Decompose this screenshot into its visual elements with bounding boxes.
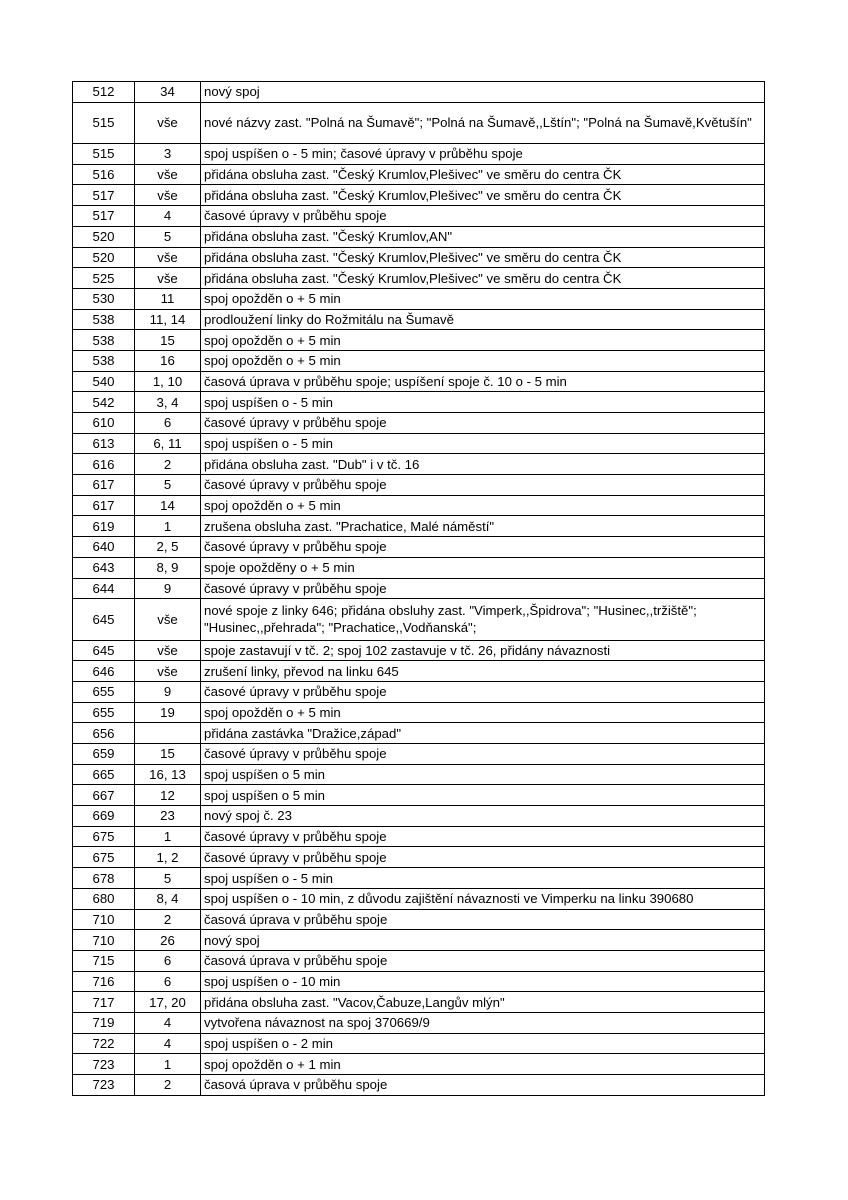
line-number-cell: 617: [73, 495, 135, 516]
change-note-cell: časové úpravy v průběhu spoje: [201, 413, 765, 434]
change-note-cell: časové úpravy v průběhu spoje: [201, 744, 765, 765]
table-row: [73, 371, 765, 392]
line-number-cell: 520: [73, 247, 135, 268]
connection-cell: vše: [135, 247, 201, 268]
table-row: [73, 785, 765, 806]
change-note-cell: zrušení linky, převod na linku 645: [201, 661, 765, 682]
change-note-cell: spoj uspíšen o - 2 min: [201, 1033, 765, 1054]
connection-cell: 6: [135, 971, 201, 992]
change-note-cell: časové úpravy v průběhu spoje: [201, 847, 765, 868]
line-number-cell: 617: [73, 475, 135, 496]
line-number-cell: 723: [73, 1075, 135, 1096]
line-number-cell: 667: [73, 785, 135, 806]
line-number-cell: 538: [73, 330, 135, 351]
line-number-cell: 613: [73, 433, 135, 454]
line-number-cell: 645: [73, 640, 135, 661]
table-row: [73, 702, 765, 723]
change-note-cell: prodloužení linky do Rožmitálu na Šumavě: [201, 309, 765, 330]
connection-cell: vše: [135, 599, 201, 640]
table-row: [73, 475, 765, 496]
change-note-cell: časové úpravy v průběhu spoje: [201, 826, 765, 847]
table-row: [73, 661, 765, 682]
line-number-cell: 515: [73, 144, 135, 165]
connection-cell: 3, 4: [135, 392, 201, 413]
table-row: [73, 144, 765, 165]
connection-cell: 5: [135, 226, 201, 247]
line-number-cell: 715: [73, 950, 135, 971]
connection-cell: 4: [135, 1012, 201, 1033]
connection-cell: 11: [135, 288, 201, 309]
connection-cell: vše: [135, 185, 201, 206]
connection-cell: 2, 5: [135, 537, 201, 558]
table-row: [73, 516, 765, 537]
connection-cell: 15: [135, 744, 201, 765]
line-number-cell: 723: [73, 1054, 135, 1075]
line-number-cell: 516: [73, 164, 135, 185]
change-note-cell: přidána obsluha zast. "Český Krumlov,Plešivec" ve směru do centra ČK: [201, 268, 765, 289]
table-row: [73, 723, 765, 744]
line-number-cell: 675: [73, 826, 135, 847]
table-row: [73, 102, 765, 143]
connection-cell: [135, 723, 201, 744]
change-note-cell: nový spoj: [201, 82, 765, 103]
line-number-cell: 643: [73, 557, 135, 578]
change-note-cell: přidána obsluha zast. "Český Krumlov,Plešivec" ve směru do centra ČK: [201, 185, 765, 206]
line-number-cell: 659: [73, 744, 135, 765]
connection-cell: 5: [135, 868, 201, 889]
change-note-cell: zrušena obsluha zast. "Prachatice, Malé náměstí": [201, 516, 765, 537]
change-note-cell: spoj uspíšen o - 5 min: [201, 868, 765, 889]
line-number-cell: 538: [73, 309, 135, 330]
connection-cell: 9: [135, 681, 201, 702]
change-note-cell: spoj uspíšen o - 5 min; časové úpravy v průběhu spoje: [201, 144, 765, 165]
change-note-cell: nové názvy zast. "Polná na Šumavě"; "Polná na Šumavě,,Lštín"; "Polná na Šumavě,Květušín": [201, 102, 765, 143]
table-row: [73, 454, 765, 475]
change-note-cell: spoj opožděn o + 1 min: [201, 1054, 765, 1075]
connection-cell: 4: [135, 206, 201, 227]
change-note-cell: přidána obsluha zast. "Český Krumlov,Plešivec" ve směru do centra ČK: [201, 164, 765, 185]
line-number-cell: 616: [73, 454, 135, 475]
line-number-cell: 665: [73, 764, 135, 785]
connection-cell: 2: [135, 909, 201, 930]
change-note-cell: časová úprava v průběhu spoje; uspíšení spoje č. 10 o - 5 min: [201, 371, 765, 392]
change-note-cell: vytvořena návaznost na spoj 370669/9: [201, 1012, 765, 1033]
line-number-cell: 520: [73, 226, 135, 247]
table-row: [73, 247, 765, 268]
table-row: [73, 578, 765, 599]
line-number-cell: 542: [73, 392, 135, 413]
change-note-cell: spoj uspíšen o 5 min: [201, 764, 765, 785]
connection-cell: 34: [135, 82, 201, 103]
line-number-cell: 517: [73, 206, 135, 227]
table-row: [73, 82, 765, 103]
table-row: [73, 847, 765, 868]
change-note-cell: časové úpravy v průběhu spoje: [201, 681, 765, 702]
connection-cell: 8, 4: [135, 888, 201, 909]
connection-cell: 23: [135, 806, 201, 827]
change-note-cell: nové spoje z linky 646; přidána obsluhy zast. "Vimperk,,Špidrova"; "Husinec,,tržiště"; "Husinec,,přehrada"; "Prachatice,,Vodňanská";: [201, 599, 765, 640]
change-note-cell: spoj uspíšen o 5 min: [201, 785, 765, 806]
connection-cell: 3: [135, 144, 201, 165]
change-note-cell: přidána obsluha zast. "Český Krumlov,AN": [201, 226, 765, 247]
line-number-cell: 530: [73, 288, 135, 309]
line-number-cell: 644: [73, 578, 135, 599]
connection-cell: 1: [135, 516, 201, 537]
table-row: [73, 744, 765, 765]
table-row: [73, 268, 765, 289]
table-row: [73, 206, 765, 227]
change-note-cell: přidána obsluha zast. "Český Krumlov,Plešivec" ve směru do centra ČK: [201, 247, 765, 268]
changes-table-body: [73, 82, 765, 1096]
table-row: [73, 1033, 765, 1054]
connection-cell: 9: [135, 578, 201, 599]
table-row: [73, 950, 765, 971]
connection-cell: 5: [135, 475, 201, 496]
line-number-cell: 512: [73, 82, 135, 103]
line-number-cell: 710: [73, 909, 135, 930]
table-row: [73, 288, 765, 309]
line-number-cell: 517: [73, 185, 135, 206]
table-row: [73, 992, 765, 1013]
line-number-cell: 538: [73, 350, 135, 371]
change-note-cell: spoje zastavují v tč. 2; spoj 102 zastavuje v tč. 26, přidány návaznosti: [201, 640, 765, 661]
change-note-cell: nový spoj: [201, 930, 765, 951]
change-note-cell: časová úprava v průběhu spoje: [201, 1075, 765, 1096]
line-number-cell: 717: [73, 992, 135, 1013]
table-row: [73, 557, 765, 578]
connection-cell: vše: [135, 164, 201, 185]
connection-cell: 2: [135, 1075, 201, 1096]
change-note-cell: spoj uspíšen o - 5 min: [201, 392, 765, 413]
table-row: [73, 764, 765, 785]
change-note-cell: spoj uspíšen o - 10 min, z důvodu zajištění návaznosti ve Vimperku na linku 390680: [201, 888, 765, 909]
line-number-cell: 619: [73, 516, 135, 537]
connection-cell: 4: [135, 1033, 201, 1054]
change-note-cell: spoj opožděn o + 5 min: [201, 702, 765, 723]
table-row: [73, 888, 765, 909]
table-row: [73, 806, 765, 827]
line-number-cell: 675: [73, 847, 135, 868]
table-row: [73, 164, 765, 185]
table-row: [73, 495, 765, 516]
table-row: [73, 826, 765, 847]
table-row: [73, 392, 765, 413]
connection-cell: vše: [135, 102, 201, 143]
table-row: [73, 971, 765, 992]
table-row: [73, 681, 765, 702]
change-note-cell: spoj opožděn o + 5 min: [201, 330, 765, 351]
table-row: [73, 185, 765, 206]
line-number-cell: 656: [73, 723, 135, 744]
change-note-cell: přidána zastávka "Dražice,západ": [201, 723, 765, 744]
change-note-cell: spoj uspíšen o - 5 min: [201, 433, 765, 454]
line-number-cell: 540: [73, 371, 135, 392]
connection-cell: 1, 10: [135, 371, 201, 392]
change-note-cell: časové úpravy v průběhu spoje: [201, 206, 765, 227]
table-row: [73, 930, 765, 951]
table-row: [73, 909, 765, 930]
change-note-cell: přidána obsluha zast. "Dub" i v tč. 16: [201, 454, 765, 475]
connection-cell: 17, 20: [135, 992, 201, 1013]
table-row: [73, 1075, 765, 1096]
connection-cell: 6: [135, 413, 201, 434]
table-row: [73, 1012, 765, 1033]
line-number-cell: 680: [73, 888, 135, 909]
connection-cell: vše: [135, 661, 201, 682]
table-row: [73, 309, 765, 330]
line-number-cell: 678: [73, 868, 135, 889]
line-number-cell: 669: [73, 806, 135, 827]
connection-cell: 16: [135, 350, 201, 371]
line-number-cell: 710: [73, 930, 135, 951]
connection-cell: 2: [135, 454, 201, 475]
table-row: [73, 1054, 765, 1075]
change-note-cell: časové úpravy v průběhu spoje: [201, 475, 765, 496]
change-note-cell: spoje opožděny o + 5 min: [201, 557, 765, 578]
line-number-cell: 610: [73, 413, 135, 434]
change-note-cell: spoj opožděn o + 5 min: [201, 495, 765, 516]
table-row: [73, 599, 765, 640]
table-row: [73, 640, 765, 661]
table-row: [73, 537, 765, 558]
connection-cell: 14: [135, 495, 201, 516]
connection-cell: 11, 14: [135, 309, 201, 330]
table-row: [73, 433, 765, 454]
line-number-cell: 655: [73, 681, 135, 702]
change-note-cell: časová úprava v průběhu spoje: [201, 909, 765, 930]
connection-cell: 8, 9: [135, 557, 201, 578]
line-number-cell: 645: [73, 599, 135, 640]
line-number-cell: 655: [73, 702, 135, 723]
change-note-cell: časová úprava v průběhu spoje: [201, 950, 765, 971]
change-note-cell: spoj opožděn o + 5 min: [201, 288, 765, 309]
connection-cell: vše: [135, 268, 201, 289]
change-note-cell: spoj uspíšen o - 10 min: [201, 971, 765, 992]
table-row: [73, 413, 765, 434]
connection-cell: 1: [135, 826, 201, 847]
table-row: [73, 226, 765, 247]
table-row: [73, 868, 765, 889]
change-note-cell: časové úpravy v průběhu spoje: [201, 578, 765, 599]
connection-cell: vše: [135, 640, 201, 661]
change-note-cell: spoj opožděn o + 5 min: [201, 350, 765, 371]
line-number-cell: 646: [73, 661, 135, 682]
change-note-cell: časové úpravy v průběhu spoje: [201, 537, 765, 558]
change-note-cell: nový spoj č. 23: [201, 806, 765, 827]
connection-cell: 16, 13: [135, 764, 201, 785]
connection-cell: 6: [135, 950, 201, 971]
connection-cell: 15: [135, 330, 201, 351]
line-number-cell: 515: [73, 102, 135, 143]
line-number-cell: 525: [73, 268, 135, 289]
change-note-cell: přidána obsluha zast. "Vacov,Čabuze,Langův mlýn": [201, 992, 765, 1013]
connection-cell: 6, 11: [135, 433, 201, 454]
changes-table: [72, 81, 765, 1096]
connection-cell: 26: [135, 930, 201, 951]
connection-cell: 1, 2: [135, 847, 201, 868]
line-number-cell: 719: [73, 1012, 135, 1033]
table-row: [73, 330, 765, 351]
connection-cell: 12: [135, 785, 201, 806]
connection-cell: 19: [135, 702, 201, 723]
table-row: [73, 350, 765, 371]
line-number-cell: 716: [73, 971, 135, 992]
line-number-cell: 640: [73, 537, 135, 558]
line-number-cell: 722: [73, 1033, 135, 1054]
connection-cell: 1: [135, 1054, 201, 1075]
